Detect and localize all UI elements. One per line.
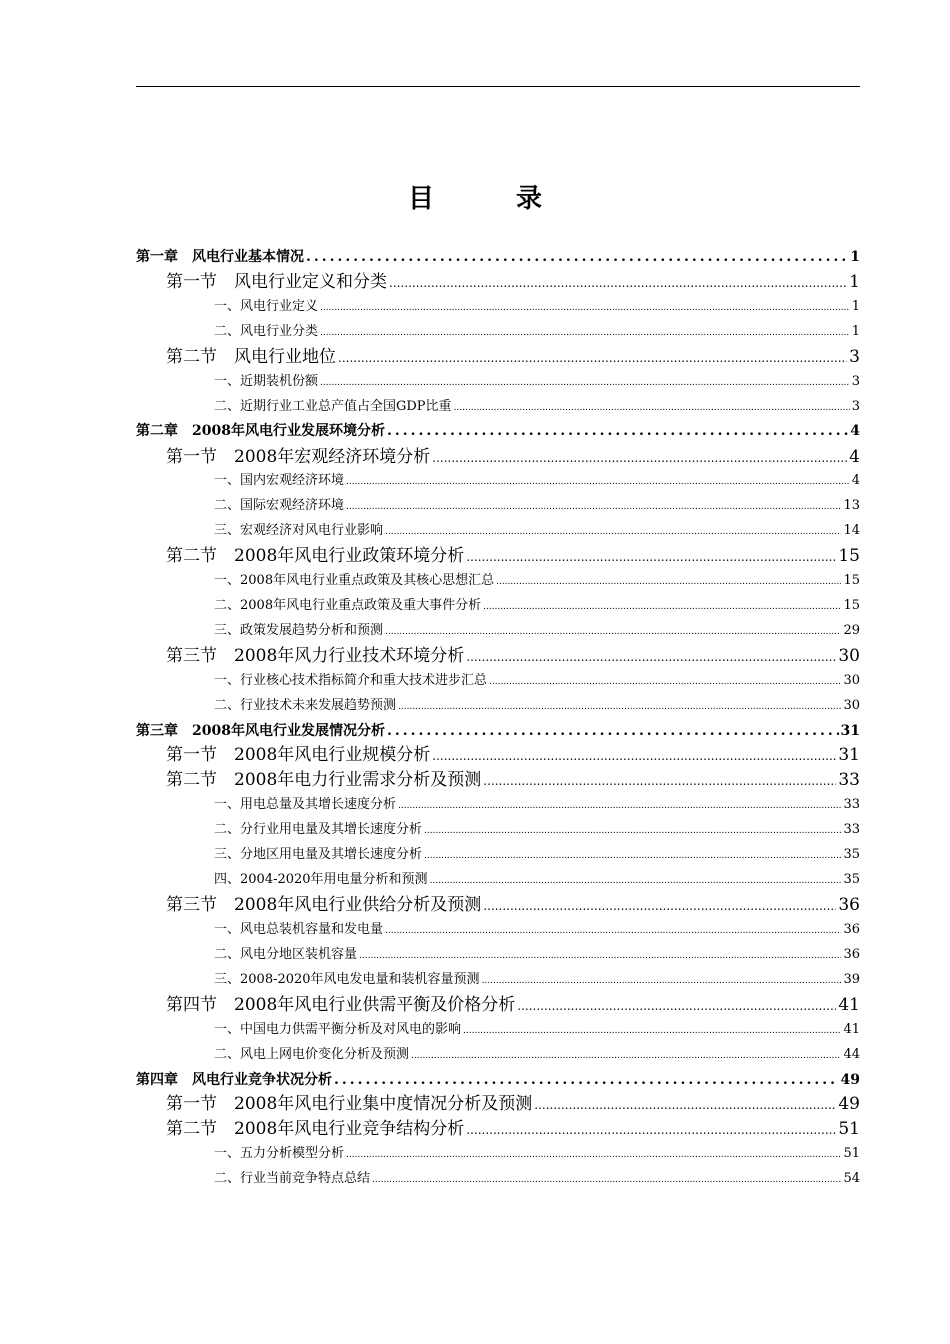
toc-page: 49 (838, 1094, 860, 1114)
toc-entry[interactable] (136, 420, 860, 442)
toc-leader (534, 1093, 836, 1117)
toc-label: 第四章 风电行业竞争状况分析 (136, 1072, 332, 1088)
toc-leader (338, 346, 847, 370)
toc-page: 13 (843, 498, 860, 513)
toc-page: 54 (843, 1171, 860, 1186)
toc-page: 31 (838, 745, 860, 765)
toc-label: 一、风电行业定义 (214, 299, 319, 314)
toc-leader (496, 572, 841, 592)
toc-leader (320, 373, 850, 393)
toc-leader (430, 871, 842, 891)
toc-page: 36 (843, 922, 860, 937)
toc-leader (389, 271, 847, 295)
toc-label: 一、中国电力供需平衡分析及对风电的影响 (214, 1022, 462, 1037)
toc-label: 二、行业当前竞争特点总结 (214, 1171, 371, 1186)
toc-leader (454, 398, 850, 418)
toc-entry[interactable] (214, 795, 860, 815)
toc-label: 第二节 2008年风电行业竞争结构分析 (166, 1119, 465, 1139)
toc-page: 33 (843, 797, 860, 812)
toc-page: 14 (843, 523, 860, 538)
toc-leader (483, 597, 841, 617)
toc-entry[interactable] (214, 696, 860, 716)
toc-label: 二、风电行业分类 (214, 324, 319, 339)
toc-page: 36 (838, 895, 860, 915)
toc-page: 35 (843, 847, 860, 862)
toc-leader (466, 1118, 836, 1142)
toc-entry[interactable] (136, 1069, 860, 1091)
toc-page: 51 (843, 1146, 860, 1161)
toc-leader (359, 946, 841, 966)
toc-entry[interactable] (166, 993, 860, 1017)
toc-label: 第二章 2008年风电行业发展环境分析 (136, 423, 385, 439)
toc-label: 第二节 2008年风电行业政策环境分析 (166, 546, 465, 566)
toc-leader (398, 697, 841, 717)
toc-leader (306, 246, 848, 268)
toc-page: 1 (851, 324, 860, 339)
header-rule (136, 86, 860, 87)
toc-label: 一、近期装机份额 (214, 374, 319, 389)
toc-page: 4 (849, 447, 860, 467)
toc-label: 第一节 风电行业定义和分类 (166, 272, 387, 292)
toc-entry[interactable] (166, 893, 860, 917)
toc-page: 39 (843, 972, 860, 987)
toc-entry[interactable] (166, 345, 860, 369)
toc-label: 四、2004-2020年用电量分析和预测 (214, 872, 428, 887)
toc-label: 二、风电分地区装机容量 (214, 947, 358, 962)
toc-leader (517, 994, 836, 1018)
toc-leader (483, 769, 836, 793)
toc-label: 第二节 风电行业地位 (166, 347, 336, 367)
toc-entry[interactable] (214, 571, 860, 591)
toc-entry[interactable] (166, 270, 860, 294)
toc-label: 一、五力分析模型分析 (214, 1146, 345, 1161)
toc-page: 15 (843, 573, 860, 588)
toc-entry[interactable] (214, 596, 860, 616)
toc-entry[interactable] (214, 870, 860, 890)
toc-page: 51 (838, 1119, 860, 1139)
toc-label: 二、行业技术未来发展趋势预测 (214, 698, 397, 713)
toc-label: 第一章 风电行业基本情况 (136, 249, 304, 265)
toc-label: 一、行业核心技术指标简介和重大技术进步汇总 (214, 673, 488, 688)
toc-entry[interactable] (214, 970, 860, 990)
toc-page: 1 (851, 299, 860, 314)
toc-page: 30 (843, 698, 860, 713)
toc-label: 一、风电总装机容量和发电量 (214, 922, 384, 937)
toc-entry[interactable] (214, 372, 860, 392)
toc-page: 15 (838, 546, 860, 566)
toc-label: 二、风电上网电价变化分析及预测 (214, 1047, 410, 1062)
toc-page: 36 (843, 947, 860, 962)
toc-leader (463, 1021, 841, 1041)
toc-page: 30 (838, 646, 860, 666)
toc-page: 31 (840, 723, 860, 739)
toc-label: 第二节 2008年电力行业需求分析及预测 (166, 770, 482, 790)
toc-page: 41 (838, 995, 860, 1015)
toc-entry[interactable] (166, 768, 860, 792)
toc-leader (372, 1170, 841, 1190)
toc-entry[interactable] (214, 945, 860, 965)
toc-page: 15 (843, 598, 860, 613)
toc-leader (398, 796, 841, 816)
toc-label: 第一节 2008年风电行业集中度情况分析及预测 (166, 1094, 533, 1114)
toc-page: 33 (843, 822, 860, 837)
toc-leader (489, 672, 841, 692)
toc-page: 44 (843, 1047, 860, 1062)
toc-label: 第三节 2008年风电行业供给分析及预测 (166, 895, 482, 915)
toc-leader (424, 846, 841, 866)
toc-entry[interactable] (214, 521, 860, 541)
toc-leader (320, 298, 850, 318)
toc-page: 33 (838, 770, 860, 790)
toc-entry[interactable] (214, 322, 860, 342)
toc-label: 一、国内宏观经济环境 (214, 473, 345, 488)
toc-leader (385, 921, 841, 941)
toc-leader (466, 645, 836, 669)
toc-leader (346, 1145, 841, 1165)
toc-label: 三、宏观经济对风电行业影响 (214, 523, 384, 538)
toc-entry[interactable] (166, 1117, 860, 1141)
toc-leader (346, 497, 841, 517)
toc-entry[interactable] (214, 397, 860, 417)
toc-leader (424, 821, 841, 841)
toc-label: 三、政策发展趋势分析和预测 (214, 623, 384, 638)
toc-label: 二、近期行业工业总产值占全国GDP比重 (214, 399, 452, 414)
toc-entry[interactable] (166, 1092, 860, 1116)
toc-entry[interactable] (166, 743, 860, 767)
toc-label: 二、2008年风电行业重点政策及重大事件分析 (214, 598, 482, 613)
toc-label: 三、分地区用电量及其增长速度分析 (214, 847, 423, 862)
toc-leader (385, 522, 841, 542)
toc-leader (466, 545, 836, 569)
toc-entry[interactable] (136, 246, 860, 268)
toc-entry[interactable] (214, 671, 860, 691)
toc-entry[interactable] (214, 471, 860, 491)
toc-entry[interactable] (166, 445, 860, 469)
toc-entry[interactable] (214, 621, 860, 641)
toc-label: 第三节 2008年风力行业技术环境分析 (166, 646, 465, 666)
toc-page: 49 (840, 1072, 860, 1088)
toc-entry[interactable] (214, 845, 860, 865)
toc-label: 三、2008-2020年风电发电量和装机容量预测 (214, 972, 480, 987)
toc-entry[interactable] (214, 920, 860, 940)
toc-label: 二、分行业用电量及其增长速度分析 (214, 822, 423, 837)
toc-leader (320, 323, 850, 343)
toc-page: 1 (849, 272, 860, 292)
toc-leader (432, 744, 836, 768)
toc-label: 第一节 2008年风电行业规模分析 (166, 745, 431, 765)
toc-page: 3 (851, 399, 860, 414)
toc-entry[interactable] (214, 1144, 860, 1164)
toc-leader (483, 894, 836, 918)
toc-page: 4 (850, 423, 860, 439)
toc-entry[interactable] (214, 1169, 860, 1189)
toc-leader (387, 420, 848, 442)
toc-entry[interactable] (166, 644, 860, 668)
toc-page: 30 (843, 673, 860, 688)
toc-leader (482, 971, 842, 991)
toc-leader (387, 720, 839, 742)
toc-page: 1 (850, 249, 860, 265)
toc-label: 第一节 2008年宏观经济环境分析 (166, 447, 431, 467)
toc-page: 3 (849, 347, 860, 367)
toc-entry[interactable] (166, 544, 860, 568)
toc-label: 一、2008年风电行业重点政策及其核心思想汇总 (214, 573, 495, 588)
toc-leader (334, 1069, 839, 1091)
toc-label: 二、国际宏观经济环境 (214, 498, 345, 513)
toc-entry[interactable] (136, 720, 860, 742)
page-title: 目 录 (407, 184, 570, 214)
toc-entry[interactable] (214, 1020, 860, 1040)
toc-page: 41 (843, 1022, 860, 1037)
toc-leader (385, 622, 841, 642)
toc-page: 35 (843, 872, 860, 887)
toc-label: 一、用电总量及其增长速度分析 (214, 797, 397, 812)
toc-entry[interactable] (214, 820, 860, 840)
toc-label: 第三章 2008年风电行业发展情况分析 (136, 723, 385, 739)
toc-page: 4 (851, 473, 860, 488)
toc-entry[interactable] (214, 496, 860, 516)
toc-leader (411, 1046, 841, 1066)
toc-page: 3 (851, 374, 860, 389)
toc-page: 29 (843, 623, 860, 638)
toc-leader (346, 472, 850, 492)
toc-label: 第四节 2008年风电行业供需平衡及价格分析 (166, 995, 516, 1015)
toc-leader (432, 446, 847, 470)
toc-entry[interactable] (214, 1045, 860, 1065)
toc-entry[interactable] (214, 297, 860, 317)
